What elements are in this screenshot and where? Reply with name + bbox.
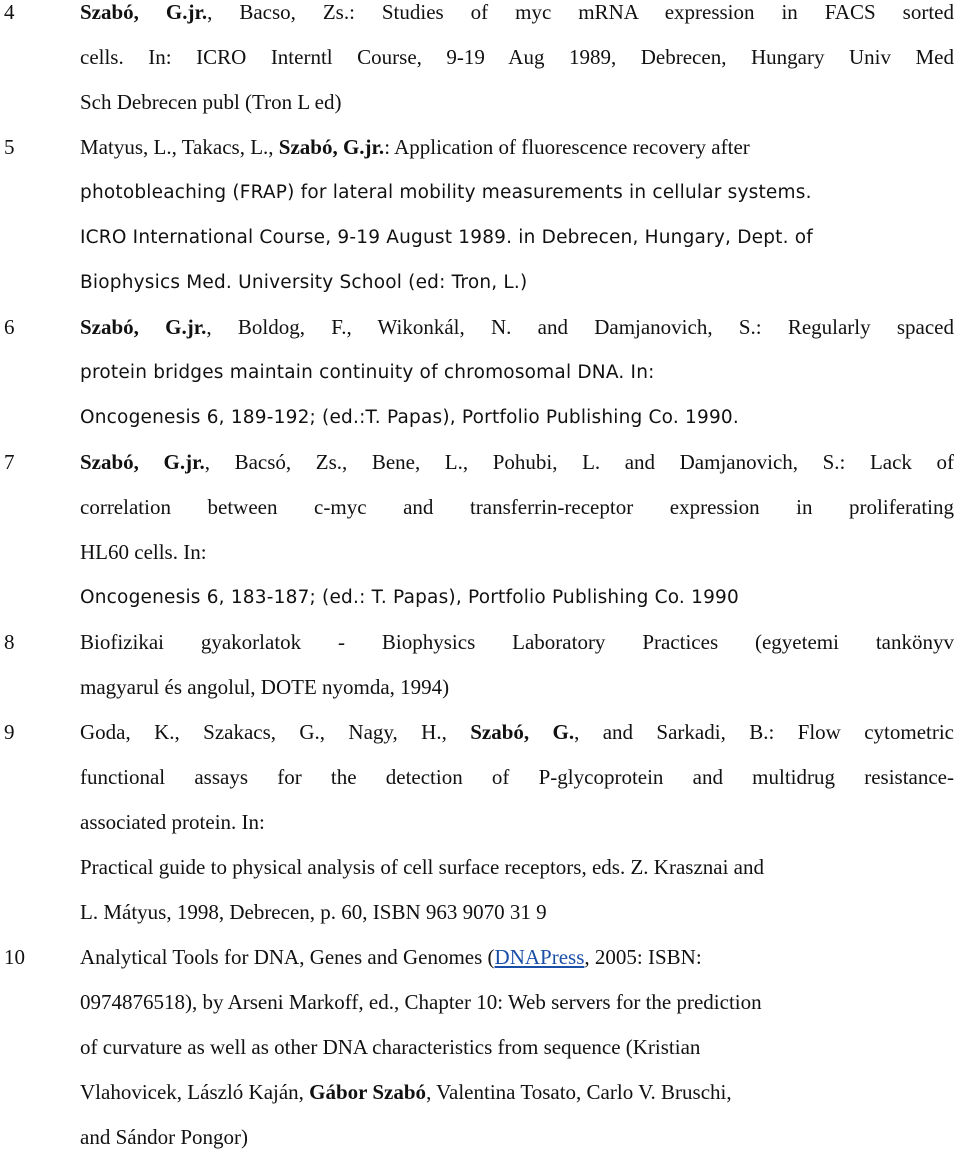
reference-entry — [0, 620, 960, 710]
reference-line — [80, 890, 954, 935]
reference-text-run: HL60 cells. In: — [80, 540, 207, 564]
reference-line — [80, 215, 954, 260]
reference-line — [80, 845, 954, 890]
author-highlight: Szabó, G.jr. — [278, 135, 385, 159]
reference-line — [80, 305, 954, 350]
reference-text — [80, 935, 954, 1160]
reference-line — [80, 260, 954, 305]
reference-line — [80, 440, 954, 485]
reference-line — [80, 170, 954, 215]
reference-text-run: 0974876518), by Arseni Markoff, ed., Chapter 10: Web servers for the prediction — [80, 990, 762, 1014]
reference-text-run: cells. In: ICRO Interntl Course, 9-19 Aug 1989, Debrecen, Hungary Univ Med — [80, 45, 954, 69]
reference-text-run: L. Mátyus, 1998, Debrecen, p. 60, ISBN 963 9070 31 9 — [80, 900, 547, 924]
reference-text — [80, 620, 954, 710]
reference-line — [80, 395, 954, 440]
reference-text-run: , Bacsó, Zs., Bene, L., Pohubi, L. and Damjanovich, S.: Lack of — [204, 450, 954, 474]
reference-text-run: Oncogenesis 6, 183-187; (ed.: T. Papas), Portfolio Publishing Co. 1990 — [80, 587, 739, 608]
reference-line — [80, 350, 954, 395]
reference-text-run: , and Sarkadi, B.: Flow cytometric — [574, 720, 954, 744]
author-highlight: Szabó, G.jr. — [80, 450, 205, 474]
reference-line — [80, 755, 954, 800]
author-highlight: Szabó, G. — [470, 720, 575, 744]
reference-line — [80, 1070, 954, 1115]
reference-text-run: , Boldog, F., Wikonkál, N. and Damjanovich, S.: Regularly spaced — [206, 315, 954, 339]
reference-line — [80, 980, 954, 1025]
reference-number: 8 — [4, 630, 15, 654]
author-highlight: Gábor Szabó — [309, 1080, 427, 1104]
reference-text-run: Vlahovicek, László Kaján, — [80, 1080, 310, 1104]
reference-line — [80, 1025, 954, 1070]
reference-text-run: Oncogenesis 6, 189-192; (ed.:T. Papas), Portfolio Publishing Co. 1990. — [80, 407, 739, 428]
reference-entry — [0, 935, 960, 1160]
reference-text — [80, 125, 954, 305]
reference-entry — [0, 440, 960, 620]
reference-entry — [0, 710, 960, 935]
reference-line — [80, 620, 954, 665]
reference-text-run: Practical guide to physical analysis of cell surface receptors, eds. Z. Krasznai and — [80, 855, 764, 879]
reference-text-run: Analytical Tools for DNA, Genes and Genomes ( — [80, 945, 495, 969]
reference-text-run: Sch Debrecen publ (Tron L ed) — [80, 90, 342, 114]
reference-entry — [0, 0, 960, 125]
reference-text-run: correlation between c-myc and transferrin-receptor expression in proliferating — [80, 495, 954, 519]
reference-number: 10 — [4, 945, 25, 969]
reference-line — [80, 80, 954, 125]
reference-text — [80, 440, 954, 620]
reference-text-run: functional assays for the detection of P-glycoprotein and multidrug resistance- — [80, 765, 954, 789]
reference-number: 5 — [4, 135, 15, 159]
reference-line — [80, 710, 954, 755]
reference-text — [80, 305, 954, 440]
reference-line — [80, 0, 954, 35]
reference-text-run: : Application of fluorescence recovery after — [384, 135, 750, 159]
reference-text-run: , Valentina Tosato, Carlo V. Bruschi, — [426, 1080, 732, 1104]
reference-number: 7 — [4, 450, 15, 474]
reference-text-run: , 2005: ISBN: — [584, 945, 702, 969]
reference-line — [80, 1115, 954, 1160]
reference-text — [80, 710, 954, 935]
reference-line — [80, 35, 954, 80]
reference-text-run: Matyus, L., Takacs, L., — [80, 135, 279, 159]
reference-number: 4 — [4, 0, 15, 24]
reference-text-run: associated protein. In: — [80, 810, 265, 834]
reference-text-run: Goda, K., Szakacs, G., Nagy, H., — [80, 720, 471, 744]
reference-line — [80, 575, 954, 620]
reference-text-run: magyarul és angolul, DOTE nyomda, 1994) — [80, 675, 450, 699]
reference-text-run: , Bacso, Zs.: Studies of myc mRNA expression in FACS sorted — [207, 0, 954, 24]
reference-line — [80, 800, 954, 845]
reference-entry — [0, 305, 960, 440]
reference-text-run: and Sándor Pongor) — [80, 1125, 248, 1149]
reference-line — [80, 935, 954, 980]
reference-text-run: ICRO International Course, 9-19 August 1989. in Debrecen, Hungary, Dept. of — [80, 227, 814, 248]
publisher-link[interactable]: DNAPress — [494, 945, 585, 969]
reference-number: 9 — [4, 720, 15, 744]
reference-text-run: protein bridges maintain continuity of chromosomal DNA. In: — [80, 362, 655, 383]
reference-text-run: photobleaching (FRAP) for lateral mobility measurements in cellular systems. — [80, 182, 812, 203]
author-highlight: Szabó, G.jr. — [80, 0, 208, 24]
reference-line — [80, 530, 954, 575]
reference-line — [80, 665, 954, 710]
author-highlight: Szabó, G.jr. — [80, 315, 207, 339]
reference-text-run: Biofizikai gyakorlatok - Biophysics Laboratory Practices (egyetemi tankönyv — [80, 630, 954, 654]
reference-line — [80, 125, 954, 170]
reference-text — [80, 0, 954, 125]
reference-text-run: Biophysics Med. University School (ed: Tron, L.) — [80, 272, 528, 293]
reference-line — [80, 485, 954, 530]
reference-text-run: of curvature as well as other DNA characteristics from sequence (Kristian — [80, 1035, 701, 1059]
reference-number: 6 — [4, 315, 15, 339]
reference-entry — [0, 125, 960, 305]
